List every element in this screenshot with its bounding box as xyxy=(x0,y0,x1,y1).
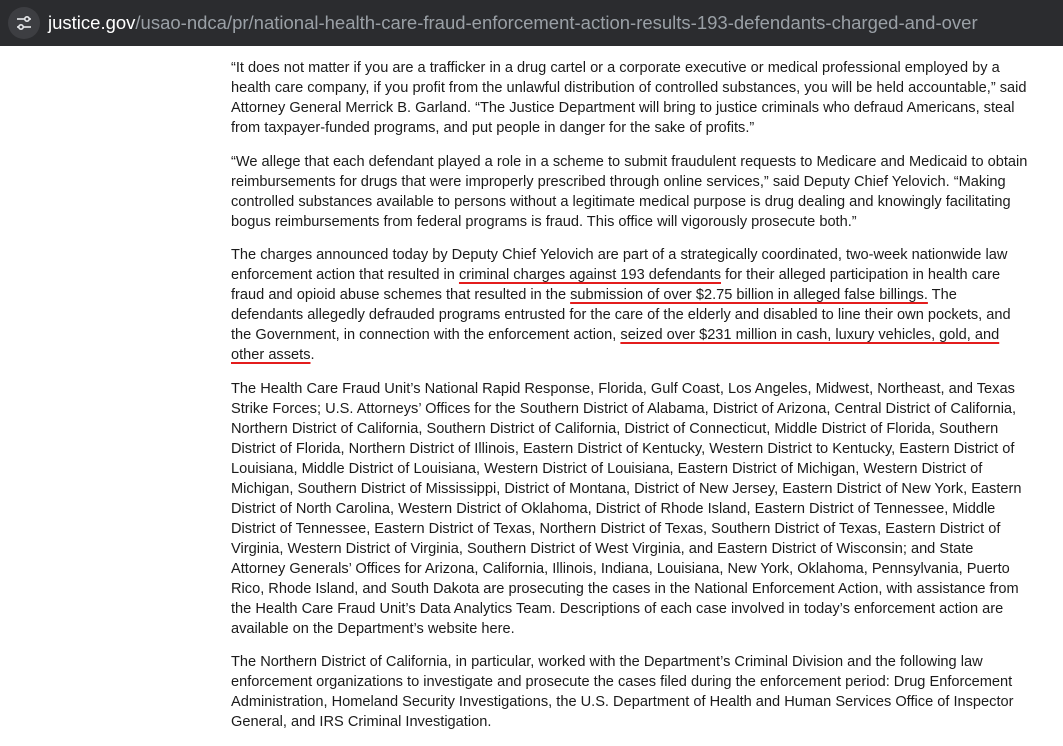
article-body xyxy=(231,58,1031,746)
site-settings-button[interactable] xyxy=(8,7,40,39)
url-domain: justice.gov xyxy=(48,12,136,33)
url-text[interactable] xyxy=(48,12,978,34)
tune-icon xyxy=(15,14,33,32)
paragraph-prosecuting-offices: The Health Care Fraud Unit’s National Rapid Response, Florida, Gulf Coast, Los Angeles, Midwest, Northeast, and Texas Strike Forces; U.S. Attorneys’ Offices for the Southern District of Alabama, District of Arizona, Central District of California, Northern District of California, Southern District of California, District of Connecticut, Middle District of Florida, Southern District of Florida, Northern District of Illinois, Eastern District of Kentucky, Western District to Kentucky, Eastern District of Louisiana, Middle District of Louisiana, Western District of Louisiana, Eastern District of Michigan, Western District of Michigan, Southern District of Mississippi, District of Montana, District of New Jersey, Eastern District of New York, Eastern District of North Carolina, Western District of Oklahoma, District of Rhode Island, Eastern District of Tennessee, Middle District of Tennessee, Eastern District of Texas, Northern District of Texas, Southern District of Texas, Eastern District of Virginia, Western District of Virginia, Southern District of West Virginia, and Eastern District of Wisconsin; and State Attorney Generals’ Offices for Arizona, California, Illinois, Indiana, Louisiana, New York, Oklahoma, Pennsylvania, Puerto Rico, Rhode Island, and South Dakota are prosecuting the cases in the National Enforcement Action, with assistance from the Health Care Fraud Unit’s Data Analytics Team. Descriptions of each case involved in today’s enforcement action are available on the Department’s website here. xyxy=(231,380,1022,637)
highlight-seized-assets: seized over $231 million in cash, luxury vehicles, gold, and other assets xyxy=(231,327,1000,363)
url-path: /usao-ndca/pr/national-health-care-fraud-enforcement-action-results-193-defendants-charged-and-over xyxy=(135,12,978,33)
text-segment: . xyxy=(310,347,315,363)
text-segment: The defendants allegedly defrauded programs entrusted for the care of the elderly and disabled to line their own pockets, and the Government, in connection with the enforcement action, xyxy=(231,287,1011,343)
paragraph-charges-summary xyxy=(231,245,1031,365)
paragraph-yelovich-quote: “We allege that each defendant played a role in a scheme to submit fraudulent requests to Medicare and Medicaid to obtain reimbursements for drugs that were improperly prescribed through online services,” said Deputy Chief Yelovich. “Making controlled substances available to persons without a legitimate medical purpose is drug dealing and knowingly facilitating bogus reimbursements from federal programs is fraud. This office will vigorously prosecute both.” xyxy=(231,153,1028,230)
paragraph-garland-quote: “It does not matter if you are a trafficker in a drug cartel or a corporate executive or medical professional employed by a health care company, if you profit from the unlawful distribution of controlled substances, you will be held accountable,” said Attorney General Merrick B. Garland. “The Justice Department will bring to justice criminals who defraud Americans, steal from taxpayer-funded programs, and put people in danger for the sake of profits.” xyxy=(231,60,1027,136)
highlight-defendants-count: criminal charges against 193 defendants xyxy=(458,267,722,283)
paragraph-ndca-partners: The Northern District of California, in particular, worked with the Department’s Criminal Division and the following law enforcement organizations to investigate and prosecute the cases filed during the enforcement period: Drug Enforcement Administration, Homeland Security Investigations, the U.S. Department of Health and Human Services Office of Inspector General, and IRS Criminal Investigation. xyxy=(231,654,1014,730)
text-segment: The charges announced today by Deputy Chief Yelovich are part of a strategically coordinated, two-week nationwide law enforcement action that resulted in xyxy=(231,247,1008,283)
text-segment: for their alleged participation in health care fraud and opioid abuse schemes that resulted in the xyxy=(231,267,1001,303)
address-bar[interactable] xyxy=(0,0,1063,46)
highlight-false-billings: submission of over $2.75 billion in alleged false billings. xyxy=(570,287,928,303)
